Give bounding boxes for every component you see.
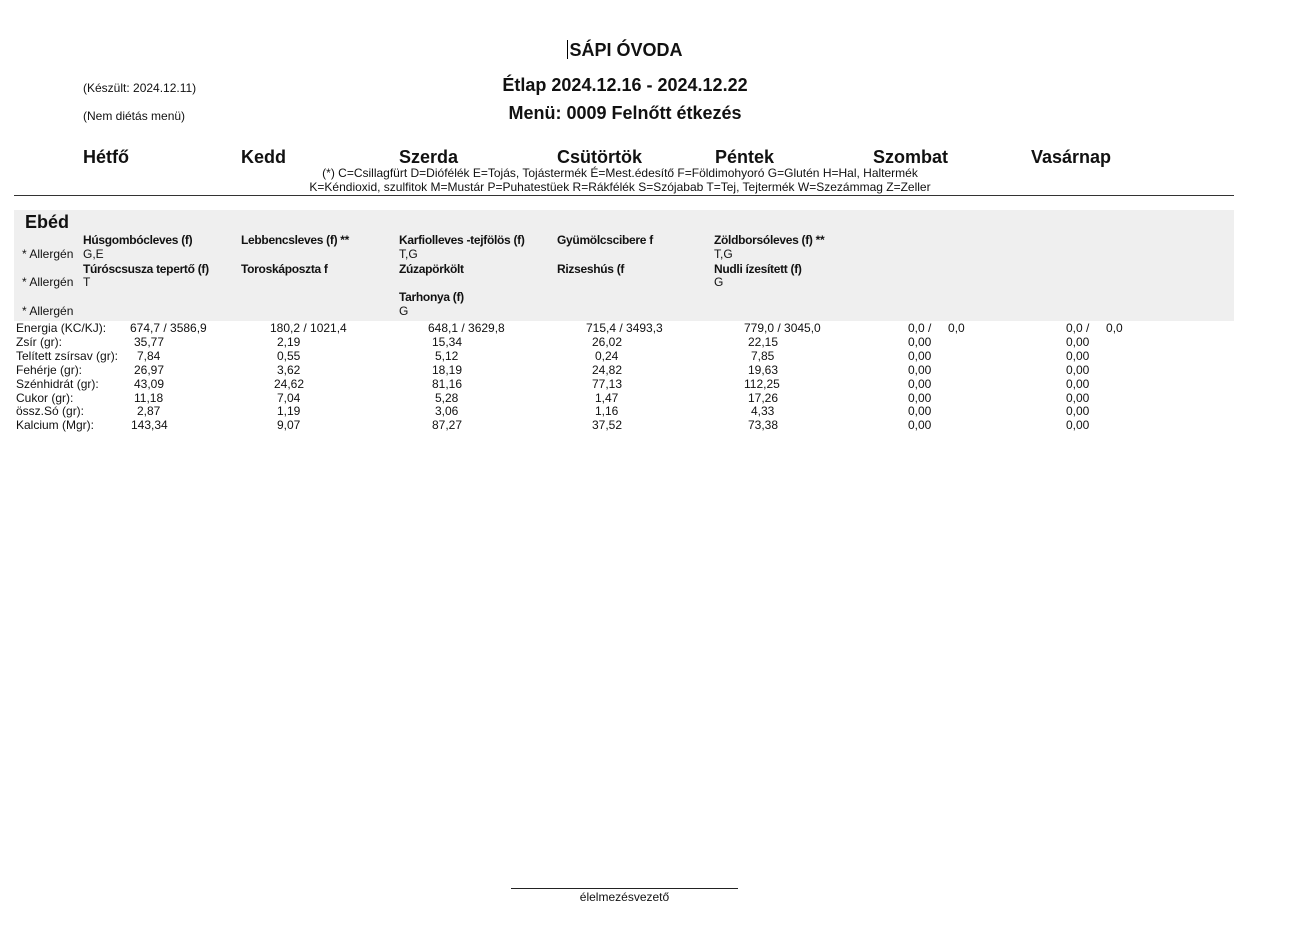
nutrition-value: 17,26 — [748, 391, 779, 405]
dish-monday-2: Túróscsusza tepertő (f) — [83, 262, 209, 276]
nutrition-value: 0,24 — [595, 349, 619, 363]
nutrition-value: 0,00 — [1066, 363, 1090, 377]
nutrition-label-sugar: Cukor (gr): — [16, 391, 74, 405]
nutrition-value: 1,16 — [595, 404, 619, 418]
header-divider — [14, 195, 1234, 196]
nutrition-value: 0,00 — [1066, 377, 1090, 391]
nutrition-value: 4,33 — [751, 404, 775, 418]
nutrition-value: 180,2 / 1021,4 — [270, 321, 347, 335]
dish-wednesday-3: Tarhonya (f) — [399, 290, 464, 304]
dish-thursday-2: Rizseshús (f — [557, 262, 625, 276]
nutrition-label-saturated-fat: Telített zsírsav (gr): — [16, 349, 119, 363]
nutrition-value: 1,47 — [595, 391, 619, 405]
nutrition-value: 0,00 — [1066, 418, 1090, 432]
allergen-monday-2: T — [83, 275, 91, 289]
nutrition-value: 3,06 — [435, 404, 459, 418]
nutrition-value: 0,0 / 0,0 — [908, 321, 965, 335]
menu-subtitle: Menü: 0009 Felnőtt étkezés — [508, 103, 742, 123]
day-header-friday: Péntek — [715, 147, 775, 167]
dish-wednesday-2: Zúzapörkölt — [399, 262, 464, 276]
nutrition-value: 43,09 — [134, 377, 165, 391]
nutrition-value: 0,00 — [908, 349, 932, 363]
signature-caption: élelmezésvezető — [579, 890, 670, 904]
nutrition-value: 18,19 — [432, 363, 463, 377]
nutrition-value: 35,77 — [134, 335, 165, 349]
nutrition-value: 0,00 — [1066, 349, 1090, 363]
dish-thursday-1: Gyümölcscibere f — [557, 233, 653, 247]
meal-section-title: Ebéd — [25, 212, 70, 232]
nutrition-label-salt: össz.Só (gr): — [16, 404, 85, 418]
allergen-legend-line-1: (*) C=Csillagfürt D=Diófélék E=Tojás, Tojástermék É=Mest.édesítő F=Földimohyoró G=Glutén H=Hal, Haltermék — [322, 166, 918, 180]
dish-monday-1: Húsgombócleves (f) — [83, 233, 193, 247]
day-header-thursday: Csütörtök — [557, 147, 642, 167]
allergen-wednesday-3: G — [399, 304, 409, 318]
nutrition-value: 674,7 / 3586,9 — [130, 321, 207, 335]
day-header-tuesday: Kedd — [241, 147, 286, 167]
allergen-legend-line-2: K=Kéndioxid, szulfitok M=Mustár P=Puhatestüek R=Rákfélék S=Szójabab T=Tej, Tejtermék W=Szezámmag Z=Zeller — [309, 180, 931, 194]
nutrition-value: 22,15 — [748, 335, 779, 349]
nutrition-value: 112,25 — [744, 377, 780, 391]
nutrition-value: 7,84 — [137, 349, 161, 363]
allergen-friday-2: G — [714, 275, 724, 289]
nutrition-value: 7,85 — [751, 349, 775, 363]
nutrition-value: 715,4 / 3493,3 — [586, 321, 663, 335]
nutrition-value: 15,34 — [432, 335, 463, 349]
nutrition-value: 0,55 — [277, 349, 301, 363]
nutrition-value: 0,00 — [908, 404, 932, 418]
nutrition-value: 24,82 — [592, 363, 623, 377]
nutrition-value: 24,62 — [274, 377, 305, 391]
nutrition-value: 0,0 / 0,0 — [1066, 321, 1123, 335]
allergen-label-1: * Allergén — [22, 247, 74, 261]
nutrition-label-calcium: Kalcium (Mgr): — [16, 418, 95, 432]
dish-friday-1: Zöldborsóleves (f) ** — [714, 233, 825, 247]
dish-tuesday-1: Lebbencsleves (f) ** — [241, 233, 350, 247]
nutrition-value: 0,00 — [908, 391, 932, 405]
nutrition-value: 11,18 — [134, 391, 164, 405]
nutrition-value: 9,07 — [277, 418, 301, 432]
nutrition-value: 648,1 / 3629,8 — [428, 321, 505, 335]
nutrition-value: 26,97 — [134, 363, 165, 377]
nutrition-label-energy: Energia (KC/KJ): — [16, 321, 107, 335]
created-date: (Készült: 2024.12.11) — [83, 81, 197, 95]
dish-tuesday-2: Toroskáposzta f — [241, 262, 328, 276]
nutrition-value: 77,13 — [592, 377, 623, 391]
nutrition-value: 7,04 — [277, 391, 301, 405]
nutrition-value: 0,00 — [1066, 391, 1090, 405]
nutrition-value: 0,00 — [1066, 404, 1090, 418]
nutrition-value: 87,27 — [432, 418, 463, 432]
allergen-wednesday-1: T,G — [399, 247, 418, 261]
school-name: SÁPI ÓVODA — [569, 40, 683, 60]
nutrition-value: 0,00 — [908, 335, 932, 349]
nutrition-value: 779,0 / 3045,0 — [744, 321, 821, 335]
nutrition-value: 19,63 — [748, 363, 779, 377]
nutrition-value: 37,52 — [592, 418, 623, 432]
nutrition-value: 5,28 — [435, 391, 459, 405]
allergen-friday-1: T,G — [714, 247, 733, 261]
nutrition-value: 0,00 — [908, 418, 932, 432]
nutrition-value: 81,16 — [432, 377, 463, 391]
signature-line — [511, 888, 738, 889]
dish-friday-2: Nudli ízesített (f) — [714, 262, 802, 276]
nutrition-value: 0,00 — [908, 363, 932, 377]
nutrition-value: 26,02 — [592, 335, 623, 349]
nutrition-value: 2,87 — [137, 404, 161, 418]
nutrition-value: 1,19 — [277, 404, 301, 418]
diet-note: (Nem diétás menü) — [83, 109, 186, 123]
nutrition-label-protein: Fehérje (gr): — [16, 363, 83, 377]
dish-wednesday-1: Karfiolleves -tejfölös (f) — [399, 233, 525, 247]
nutrition-value: 3,62 — [277, 363, 301, 377]
nutrition-value: 73,38 — [748, 418, 779, 432]
day-header-wednesday: Szerda — [399, 147, 459, 167]
day-header-sunday: Vasárnap — [1031, 147, 1112, 167]
allergen-label-3: * Allergén — [22, 304, 74, 318]
nutrition-value: 5,12 — [435, 349, 459, 363]
allergen-label-2: * Allergén — [22, 275, 74, 289]
menu-title: Étlap 2024.12.16 - 2024.12.22 — [502, 75, 748, 95]
day-header-saturday: Szombat — [873, 147, 949, 167]
nutrition-label-carbohydrate: Szénhidrát (gr): — [16, 377, 99, 391]
nutrition-value: 2,19 — [277, 335, 301, 349]
nutrition-value: 0,00 — [908, 377, 932, 391]
nutrition-value: 143,34 — [131, 418, 168, 432]
nutrition-value: 0,00 — [1066, 335, 1090, 349]
allergen-monday-1: G,E — [83, 247, 104, 261]
nutrition-label-fat: Zsír (gr): — [16, 335, 62, 349]
day-header-monday: Hétfő — [83, 147, 129, 167]
